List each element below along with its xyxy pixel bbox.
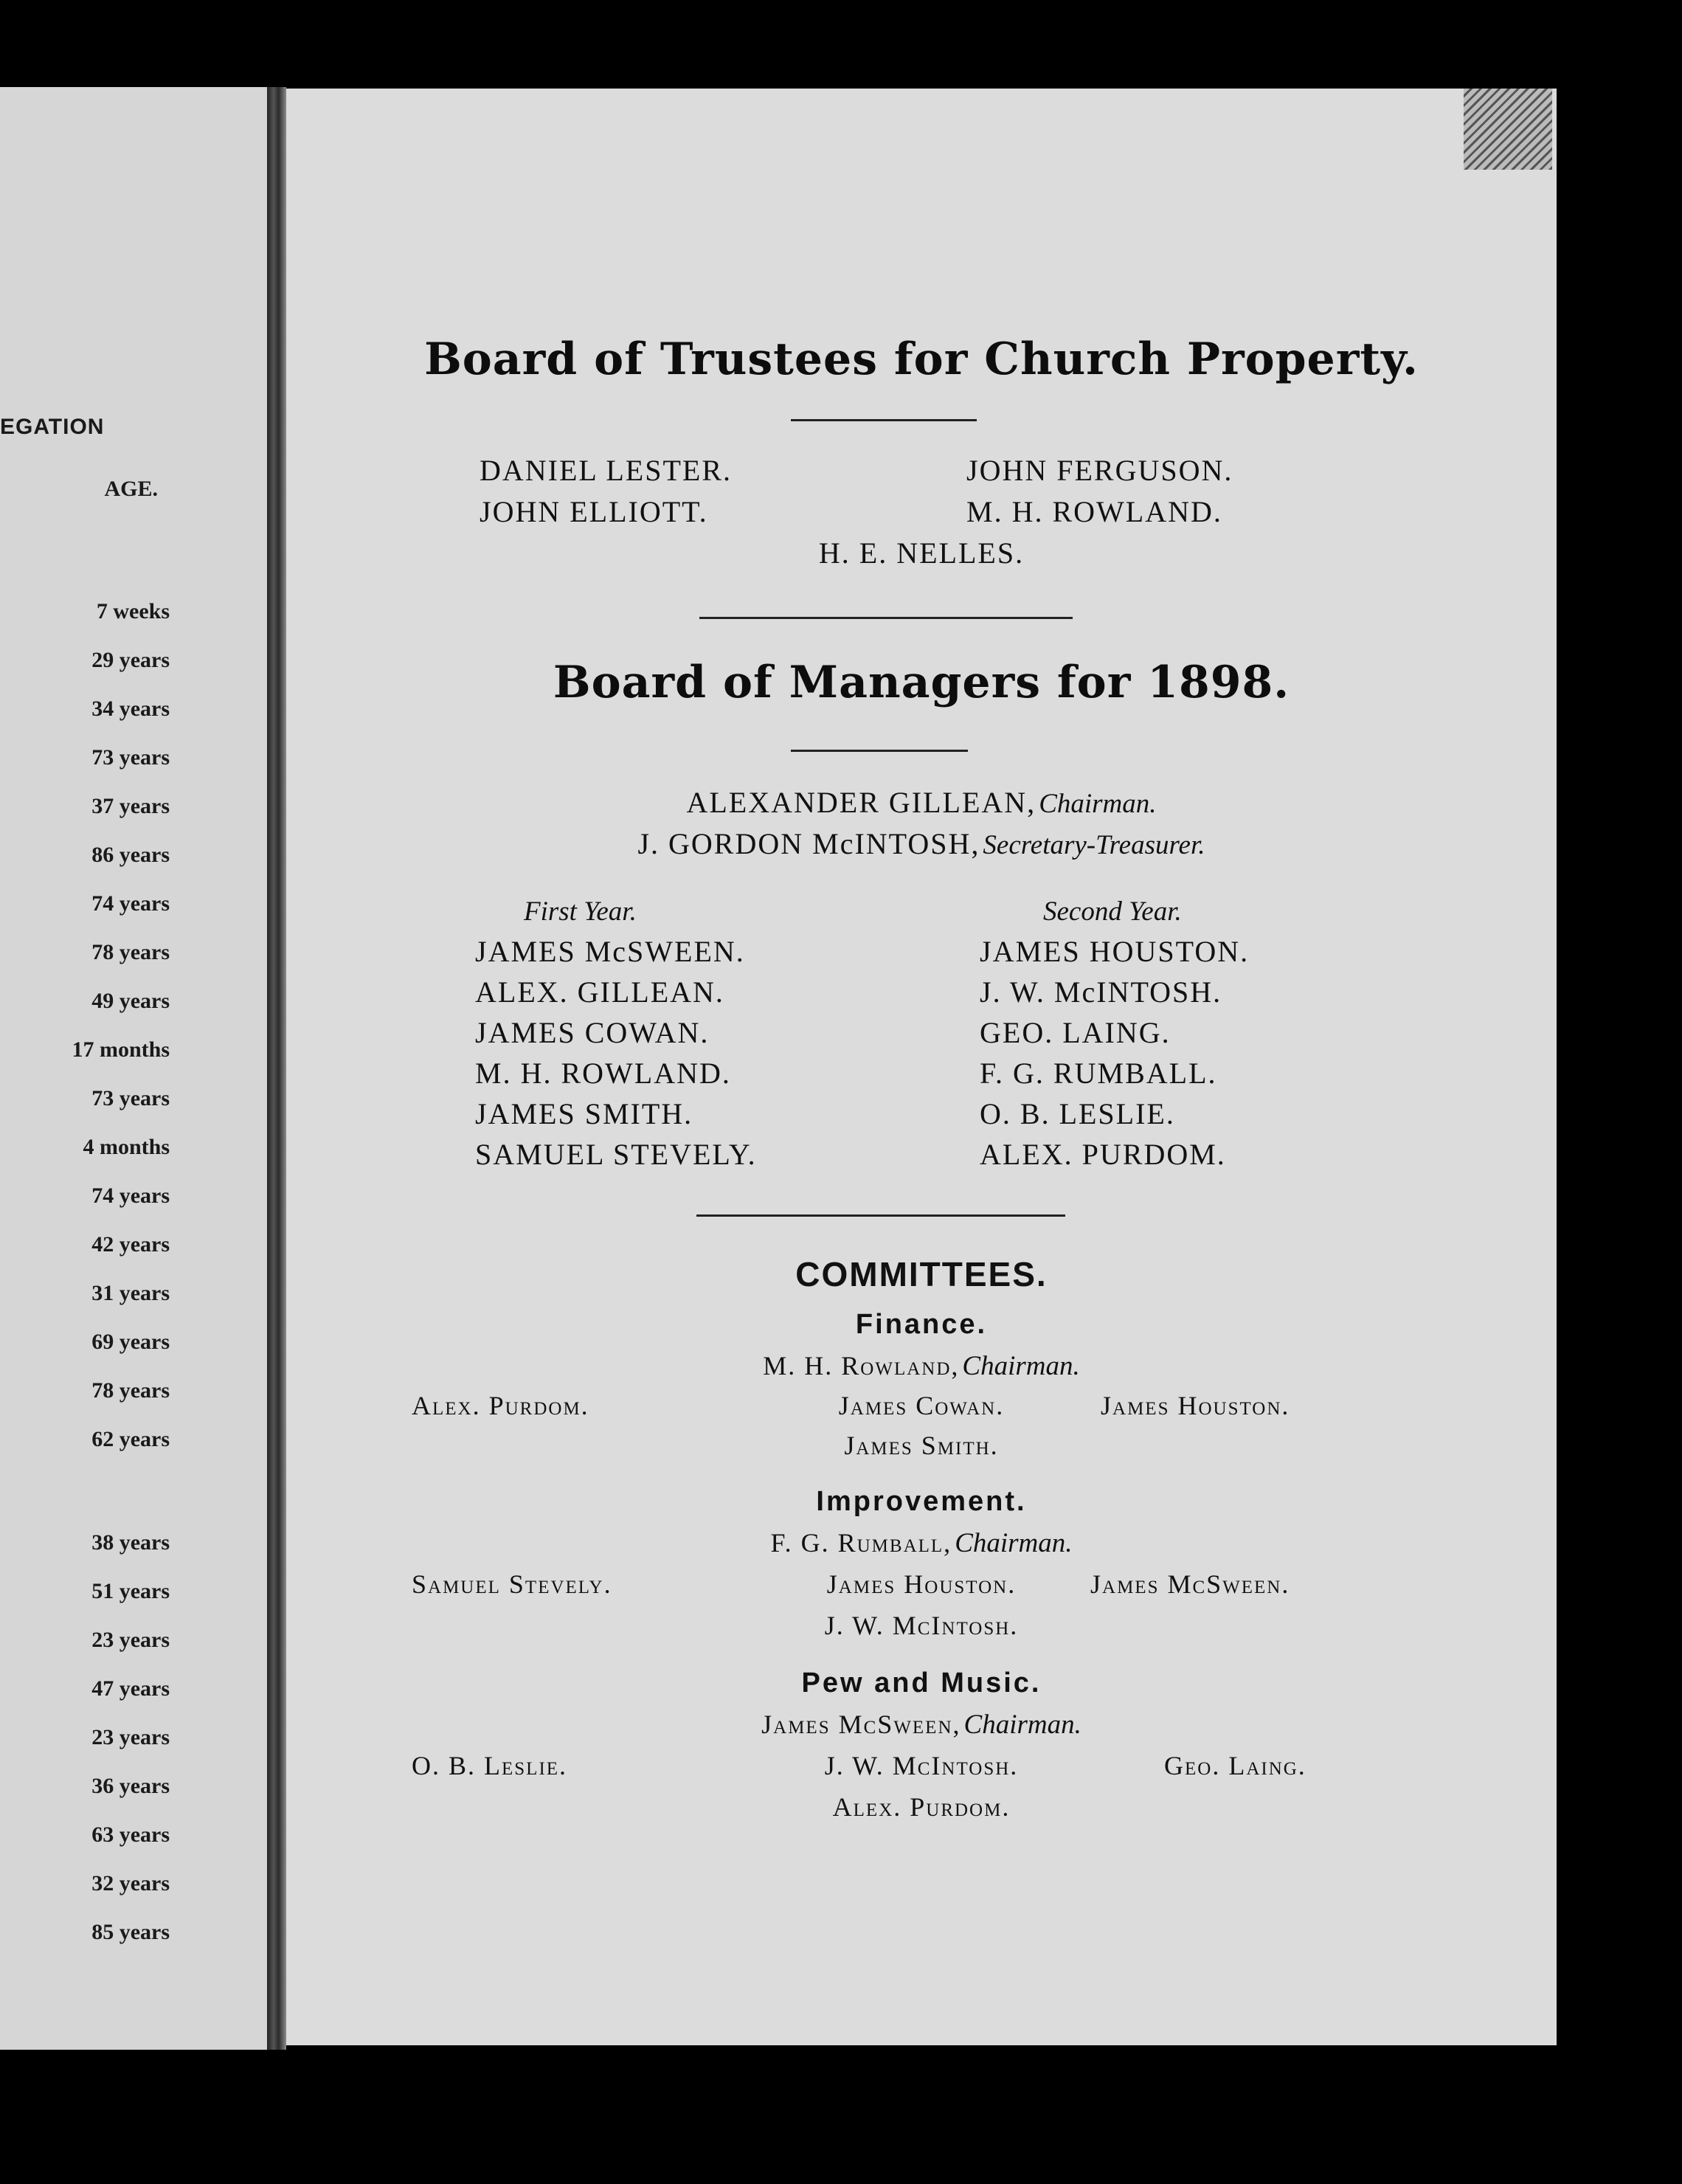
- manager-name: F. G. RUMBALL.: [980, 1057, 1217, 1090]
- manager-name: SAMUEL STEVELY.: [475, 1138, 757, 1171]
- age-entry: 31 years: [91, 1281, 170, 1305]
- pew-music-label: Pew and Music.: [801, 1668, 1042, 1699]
- trustees-title: Board of Trustees for Church Property.: [424, 334, 1419, 385]
- finance-member: Alex. Purdom.: [412, 1391, 589, 1420]
- manager-name: J. W. McINTOSH.: [980, 975, 1222, 1009]
- age-entry: 85 years: [91, 1920, 170, 1944]
- age-column-header: AGE.: [104, 477, 158, 501]
- finance-member: James Cowan.: [838, 1391, 1005, 1420]
- managers-chairman-line: [286, 785, 1557, 820]
- managers-title: Board of Managers for 1898.: [553, 657, 1290, 708]
- chairman-name: ALEXANDER GILLEAN,: [686, 786, 1036, 819]
- trustee-name: M. H. ROWLAND.: [966, 495, 1222, 528]
- manager-name: JAMES COWAN.: [475, 1016, 710, 1049]
- secretary-name: J. GORDON McINTOSH,: [637, 827, 980, 860]
- chairman-role: Chairman.: [1039, 789, 1157, 819]
- pew-music-chair-line: [286, 1709, 1557, 1741]
- age-entry: 73 years: [91, 1086, 170, 1110]
- divider: [791, 750, 968, 752]
- age-entry: 62 years: [91, 1427, 170, 1451]
- age-entry: 17 months: [72, 1037, 170, 1062]
- manager-name: JAMES McSWEEN.: [475, 935, 745, 968]
- trustee-name: DANIEL LESTER.: [480, 454, 733, 487]
- improvement-label: Improvement.: [816, 1486, 1027, 1517]
- age-list-group-2: [0, 1518, 170, 1957]
- age-entry: 34 years: [91, 697, 170, 721]
- manager-name: M. H. ROWLAND.: [475, 1057, 731, 1090]
- age-entry: 63 years: [91, 1822, 170, 1847]
- pew-music-member: Alex. Purdom.: [832, 1792, 1011, 1822]
- finance-label: Finance.: [855, 1309, 988, 1340]
- manager-name: JAMES SMITH.: [475, 1097, 693, 1130]
- age-entry: 23 years: [91, 1628, 170, 1652]
- manager-name: O. B. LESLIE.: [980, 1097, 1175, 1130]
- pew-music-chair-role: Chairman.: [963, 1710, 1081, 1740]
- improvement-member: J. W. McIntosh.: [824, 1611, 1019, 1640]
- second-year-list: [980, 931, 1249, 1175]
- finance-chair-role: Chairman.: [962, 1351, 1080, 1381]
- left-page-heading-fragment: EGATION: [0, 415, 105, 439]
- first-year-label: First Year.: [524, 896, 637, 927]
- left-facing-page: [0, 87, 267, 2050]
- age-entry: 7 weeks: [96, 599, 170, 623]
- pew-music-member: O. B. Leslie.: [412, 1751, 568, 1780]
- improvement-chair-line: [286, 1527, 1557, 1559]
- pew-music-member: J. W. McIntosh.: [824, 1751, 1019, 1780]
- pew-music-member: Geo. Laing.: [1164, 1751, 1307, 1780]
- improvement-member: Samuel Stevely.: [412, 1569, 612, 1599]
- age-entry: 69 years: [91, 1330, 170, 1354]
- age-entry: 74 years: [91, 1183, 170, 1208]
- improvement-member: James McSween.: [1090, 1569, 1290, 1599]
- age-entry: 51 years: [91, 1579, 170, 1603]
- finance-member: James Smith.: [844, 1431, 999, 1460]
- age-entry: 36 years: [91, 1774, 170, 1798]
- age-entry: 49 years: [91, 989, 170, 1013]
- age-entry: 74 years: [91, 891, 170, 916]
- age-entry: 32 years: [91, 1871, 170, 1896]
- age-entry: 23 years: [91, 1725, 170, 1749]
- age-entry: 38 years: [91, 1530, 170, 1555]
- age-entry: 78 years: [91, 940, 170, 964]
- age-list-group-1: [0, 587, 170, 1464]
- second-year-label: Second Year.: [1043, 896, 1182, 927]
- manager-name: JAMES HOUSTON.: [980, 935, 1250, 968]
- age-entry: 78 years: [91, 1378, 170, 1403]
- pew-music-chair-name: James McSween,: [761, 1710, 961, 1739]
- divider: [699, 617, 1073, 619]
- age-entry: 29 years: [91, 648, 170, 672]
- improvement-chair-role: Chairman.: [955, 1528, 1073, 1558]
- divider: [791, 419, 977, 421]
- age-entry: 86 years: [91, 843, 170, 867]
- page-corner-edges: [1464, 89, 1552, 170]
- trustee-name: JOHN ELLIOTT.: [480, 495, 708, 528]
- manager-name: ALEX. GILLEAN.: [475, 975, 724, 1009]
- manager-name: ALEX. PURDOM.: [980, 1138, 1226, 1171]
- age-entry: 42 years: [91, 1232, 170, 1257]
- first-year-list: [475, 931, 757, 1175]
- divider: [696, 1214, 1065, 1217]
- finance-member: James Houston.: [1101, 1391, 1290, 1420]
- age-entry: 73 years: [91, 745, 170, 770]
- age-entry: 47 years: [91, 1676, 170, 1701]
- improvement-chair-name: F. G. Rumball,: [770, 1528, 952, 1558]
- finance-chair-line: [286, 1350, 1557, 1382]
- committees-title: COMMITTEES.: [795, 1255, 1048, 1293]
- age-entry: 37 years: [91, 794, 170, 818]
- improvement-member: James Houston.: [826, 1569, 1017, 1599]
- trustee-name: H. E. NELLES.: [818, 536, 1025, 570]
- trustee-name: JOHN FERGUSON.: [966, 454, 1233, 487]
- secretary-role: Secretary-Treasurer.: [983, 830, 1205, 860]
- finance-chair-name: M. H. Rowland,: [763, 1351, 960, 1380]
- manager-name: GEO. LAING.: [980, 1016, 1171, 1049]
- age-entry: 4 months: [83, 1135, 170, 1159]
- book-spine: [267, 87, 286, 2050]
- right-page: [286, 89, 1557, 2045]
- managers-secretary-line: [286, 826, 1557, 861]
